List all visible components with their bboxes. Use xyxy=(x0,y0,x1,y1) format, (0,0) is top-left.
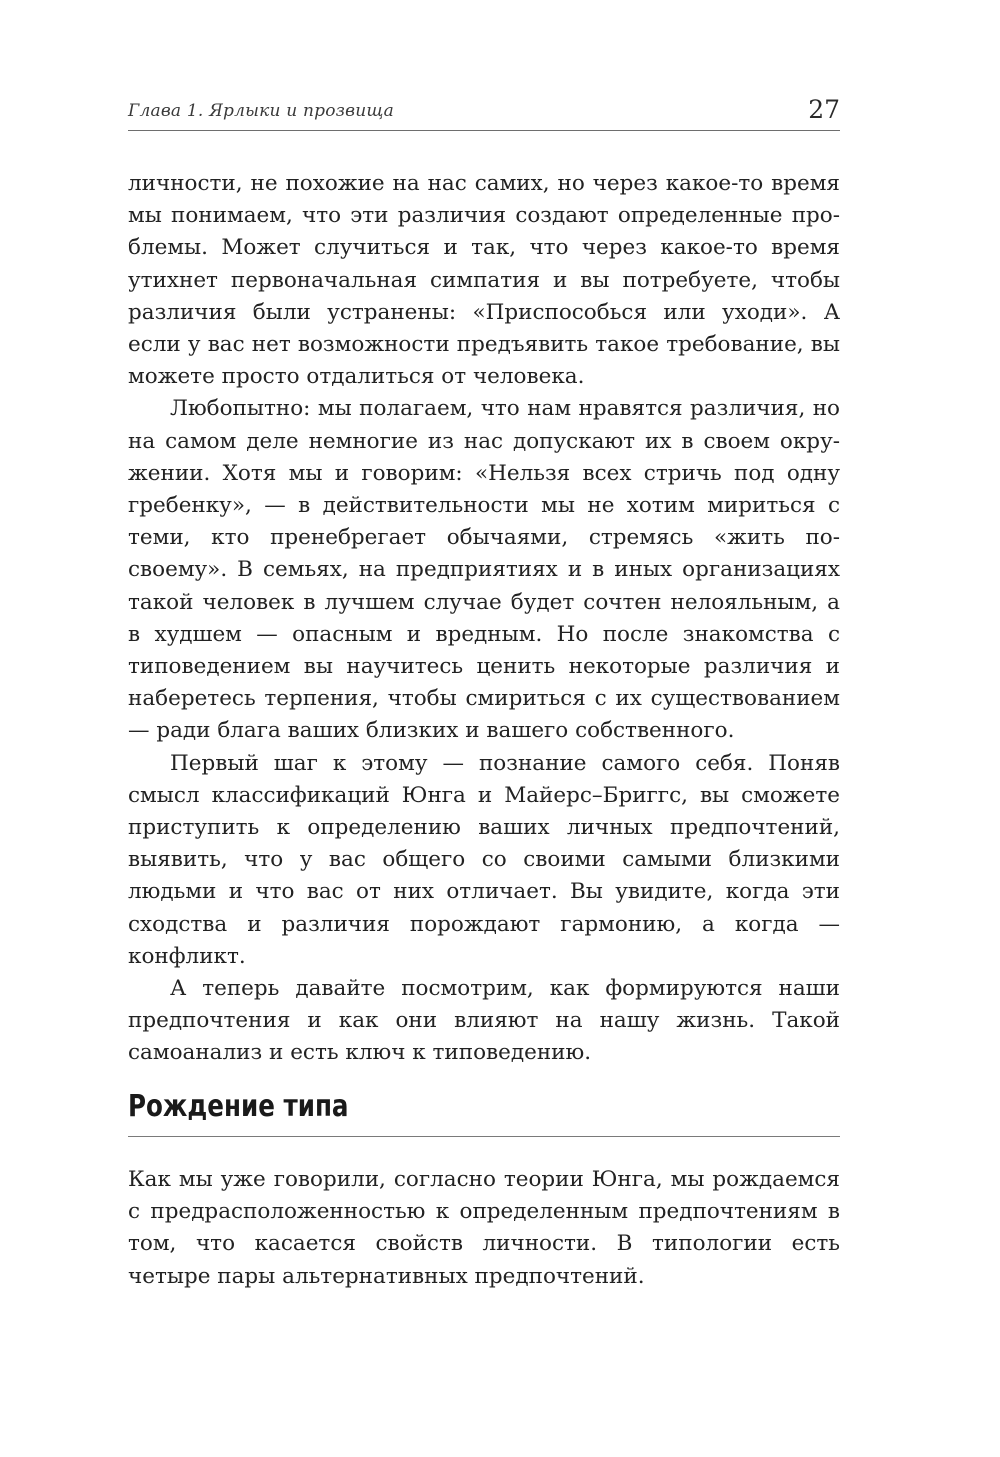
body-text xyxy=(128,168,840,1070)
paragraph: А теперь давайте посмотрим, как формируются наши предпочтения и как они влияют на нашу жизнь. Такой самоанализ и есть ключ к типоведению. xyxy=(128,976,840,1066)
book-page xyxy=(128,0,840,1457)
section-paragraph: Как мы уже говорили, согласно теории Юнга, мы рождаемся с предрасположенностью к определенным предпочтениям в том, что касается свойств личности. В типологии есть четыре пары альтернативных предпочтений. xyxy=(128,1167,840,1289)
chapter-running-title: Глава 1. Ярлыки и прозвища xyxy=(128,101,394,121)
running-header xyxy=(128,90,840,131)
section-body-text xyxy=(128,1164,840,1293)
paragraph-continued: личности, не похожие на нас самих, но через какое-то время мы понимаем, что эти различия создают определенные проблемы. Может случиться и так, что через какое-то время утихнет первоначальная симпатия и вы потребуете, чтобы различия были устранены: «Приспособься или уходи». А если у вас нет возможности предъявить такое требование, вы можете просто отдалиться от человека. xyxy=(128,171,840,390)
section-heading: Рождение типа xyxy=(128,1089,349,1124)
page-number: 27 xyxy=(808,95,840,124)
paragraph: Любопытно: мы полагаем, что нам нравятся различия, но на самом деле немногие из нас допускают их в своем окружении. Хотя мы и говорим: «Нельзя всех стричь под одну гребенку», — в действительности мы не хотим мириться с теми, кто пренебрегает обычаями, стремясь «жить по-своему». В семьях, на предприятиях и в иных организациях такой человек в лучшем случае будет сочтен нелояльным, а в худшем — опасным и вредным. Но после знакомства с типоведением вы научитесь ценить некоторые различия и наберетесь терпения, чтобы смириться с их существованием — ради блага ваших близких и вашего собственного. xyxy=(128,396,840,744)
section-divider xyxy=(128,1136,840,1137)
paragraph: Первый шаг к этому — познание самого себя. Поняв смысл классификаций Юнга и Майерс–Бриггс, вы сможете приступить к определению ваших личных предпочтений, выявить, что у вас общего со своими самыми близкими людьми и что вас от них отличает. Вы увидите, когда эти сходства и различия порождают гармонию, а когда — конфликт. xyxy=(128,750,840,969)
